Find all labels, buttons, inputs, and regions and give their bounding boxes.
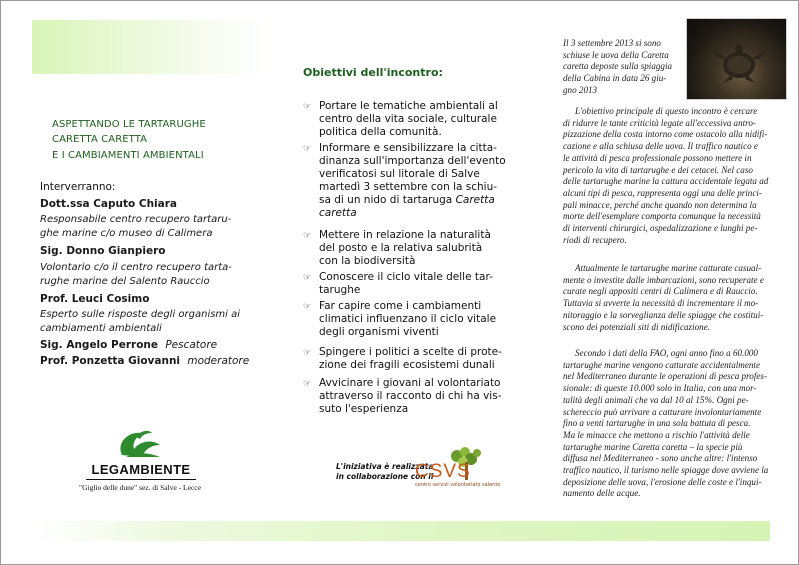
- objective-line: martedì 3 settembre con la schiu-: [319, 181, 498, 193]
- pointing-hand-icon: ☞: [303, 144, 312, 154]
- text-line: tartarughe marine Caretta caretta – la specie più: [563, 441, 743, 452]
- text-line: Secondo i dati della FAO, ogni anno fino a 60.000: [575, 348, 758, 358]
- text-line: schiuse le uova della Caretta: [563, 49, 669, 60]
- text-line: L'obiettivo principale di questo incontro è cercare: [575, 106, 758, 116]
- pointing-hand-icon: ☞: [303, 231, 312, 241]
- text-line: della Cabina in data 26 giu-: [563, 73, 667, 84]
- text-line: nel Mediterraneo durante le operazioni di pesca profes-: [563, 371, 767, 382]
- text-line: Attualmente le tartarughe marine catturate casual-: [575, 263, 762, 273]
- text-line: scono dei potenziali siti di nidificazione.: [563, 321, 711, 332]
- turtle-icon: [687, 19, 786, 99]
- speaker-role-line: Esperto sulle risposte degli organismi ai: [40, 309, 241, 320]
- paragraph-fao: [563, 348, 778, 500]
- objective-line: Conoscere il ciclo vitale delle tar-: [319, 271, 493, 283]
- text-line: di interventi chirurgici, ospedalizzazione e lunghi pe-: [563, 223, 758, 234]
- speakers-label: Interverranno:: [40, 181, 116, 193]
- speaker-role-line: ghe marine c/o museo di Calimera: [40, 228, 213, 239]
- objective-line: con la biodiversità: [319, 255, 416, 267]
- text-line: nitoraggio e la sorveglianza delle spiagge che costitui-: [563, 309, 764, 320]
- objective-line: Far capire come i cambiamenti: [319, 300, 482, 312]
- text-line: traffico nautico, il turismo nelle spiagge dove avviene la: [563, 465, 769, 476]
- speaker-name: Sig. Angelo Perrone: [40, 339, 159, 351]
- speaker-name: Prof. Ponzetta Giovanni: [40, 355, 181, 367]
- title-line-3: E I CAMBIAMENTI AMBIENTALI: [52, 150, 204, 161]
- objective-line: caretta: [319, 207, 357, 219]
- text-line: sionale: di queste 10.000 solo in Italia, con una mor-: [563, 383, 757, 394]
- text-line: talità degli animali che va dal 10 al 15%. Ogni pe-: [563, 394, 749, 405]
- credit-line: L'iniziativa è realizzata: [336, 462, 434, 471]
- text-line: le attività di pesca professionale possono mettere in: [563, 152, 752, 163]
- text-line: morte dell'esemplare comporta comunque la necessità: [563, 211, 761, 222]
- title-line-1: ASPETTANDO LE TARTARUGHE: [52, 119, 206, 130]
- objective-line: Informare e sensibilizzare la citta-: [319, 142, 497, 154]
- objective-line: centro della vita sociale, culturale: [319, 113, 497, 125]
- turtle-hatchling-photo: [686, 18, 787, 100]
- credit-line: in collaborazione con il: [336, 472, 434, 481]
- speaker-role-line: Responsabile centro recupero tartaru-: [40, 214, 232, 225]
- speaker-entry: [40, 355, 249, 367]
- objective-line: suto l'esperienza: [319, 403, 409, 415]
- objective-line: Mettere in relazione la naturalità: [319, 229, 491, 241]
- paragraph-objective: [563, 106, 778, 246]
- speaker-role: [40, 213, 285, 241]
- objective-line: del posto e la relativa salubrità: [319, 242, 483, 254]
- speaker-role: [40, 261, 285, 289]
- speaker-role: [40, 308, 285, 336]
- objectives-heading: Obiettivi dell'incontro:: [303, 66, 443, 79]
- objective-line: Avvicinare i giovani al volontariato: [319, 377, 501, 389]
- legambiente-swan-icon: [86, 425, 196, 463]
- text-line: curate negli appositi centri di Calimera e di Rauccio.: [563, 286, 758, 297]
- text-line: deposizione delle uova, l'erosione delle coste e l'inqui-: [563, 476, 762, 487]
- text-line: pali minacce, perché anche quando non determina la: [563, 199, 757, 210]
- text-line: fino a venti tartarughe in una sola battuta di pesca.: [563, 418, 751, 429]
- speaker-name: Dott.ssa Caputo Chiara: [40, 198, 177, 210]
- speaker-role: moderatore: [187, 355, 250, 367]
- pointing-hand-icon: ☞: [303, 273, 312, 283]
- speaker-role: Pescatore: [165, 339, 218, 351]
- text-line: Ma le minacce che mettono a rischio l'attività delle: [563, 429, 750, 440]
- speaker-role-line: Volontario c/o il centro recupero tarta-: [40, 262, 232, 273]
- speaker-role-line: cambiamenti ambientali: [40, 323, 162, 334]
- text-line: mente o investite dalle imbarcazioni, sono recuperate e: [563, 274, 764, 285]
- text-line: tartarughe marine vengono catturate accidentalmente: [563, 359, 760, 370]
- csvs-wordmark: CSVS: [415, 461, 471, 482]
- pointing-hand-icon: ☞: [303, 348, 312, 358]
- pointing-hand-icon: ☞: [303, 379, 312, 389]
- bottom-green-band: [35, 521, 770, 541]
- objective-line: Spingere i politici a scelte di prote-: [319, 346, 502, 358]
- objective-line: degli organismi viventi: [319, 326, 439, 338]
- speaker-role-line: rughe marine del Salento Rauccio: [40, 276, 210, 287]
- intro-paragraph: [563, 38, 685, 97]
- objective-line: tarughe: [319, 284, 361, 296]
- text-line: delle tartarughe marine la cattura accidentale legata ad: [563, 176, 769, 187]
- text-line: caretta deposte sulla spiaggia: [563, 61, 673, 72]
- text-line: schereccio può arrivare a catturare involontariamente: [563, 406, 762, 417]
- objective-line: [319, 194, 513, 207]
- text-line: pizzazione della costa intorno come ostacolo alla nidifi-: [563, 129, 768, 140]
- legambiente-wordmark: LEGAMBIENTE: [91, 462, 191, 477]
- text-line: cazione e alla schiusa delle uova. Il traffico nautico e: [563, 141, 758, 152]
- title-line-2: CARETTA CARETTA: [52, 134, 148, 145]
- objective-line: attraverso il racconto di chi ha vis-: [319, 390, 502, 402]
- text-line: alcuni tipi di pesca, rappresenta oggi una delle princi-: [563, 187, 762, 198]
- speaker-name: Prof. Leuci Cosimo: [40, 293, 150, 305]
- text-line: Tuttavia si avverte la necessità di incrementare il mo-: [563, 298, 759, 309]
- pointing-hand-icon: ☞: [303, 102, 312, 112]
- pointing-hand-icon: ☞: [303, 302, 312, 312]
- text-line: namento delle acque.: [563, 488, 641, 499]
- objective-line: dinanza sull'importanza dell'evento: [319, 155, 506, 167]
- objective-line: zione dei fragili ecosistemi dunali: [319, 359, 495, 371]
- speaker-name: Sig. Donno Gianpiero: [40, 245, 166, 257]
- objective-line: politica della comunità.: [319, 126, 442, 138]
- text-line: gno 2013: [563, 84, 598, 95]
- text-line: riodi di recupero.: [563, 234, 627, 245]
- text-line: di ridurre le tante criticità legate all'eccessiva antro-: [563, 117, 756, 128]
- csvs-logo: [407, 446, 501, 492]
- text-line: pericolo la vita di tartarughe e dei cetacei. Nel caso: [563, 164, 753, 175]
- text-line: Il 3 settembre 2013 si sono: [563, 38, 661, 48]
- top-green-band: [32, 20, 266, 74]
- objective-line: Portare le tematiche ambientali al: [319, 100, 498, 112]
- legambiente-logo: [79, 425, 206, 495]
- speaker-entry: [40, 339, 217, 351]
- objective-line: climatici influenzano il ciclo vitale: [319, 313, 497, 325]
- objective-line: verificatosi sul litorale di Salve: [319, 168, 480, 180]
- logo-divider: [86, 479, 196, 480]
- csvs-tagline: centro servizi volontariato salento: [415, 482, 501, 488]
- paragraph-recovery: [563, 263, 778, 333]
- text-line: diffusa nel Mediterraneo - sono anche altre: l'intenso: [563, 453, 758, 464]
- legambiente-section: "Giglio delle dune" sez. di Salve - Lecce: [79, 483, 201, 492]
- objective-line-text: sa di un nido di tartaruga: [319, 194, 453, 206]
- species-name: Caretta: [455, 194, 495, 206]
